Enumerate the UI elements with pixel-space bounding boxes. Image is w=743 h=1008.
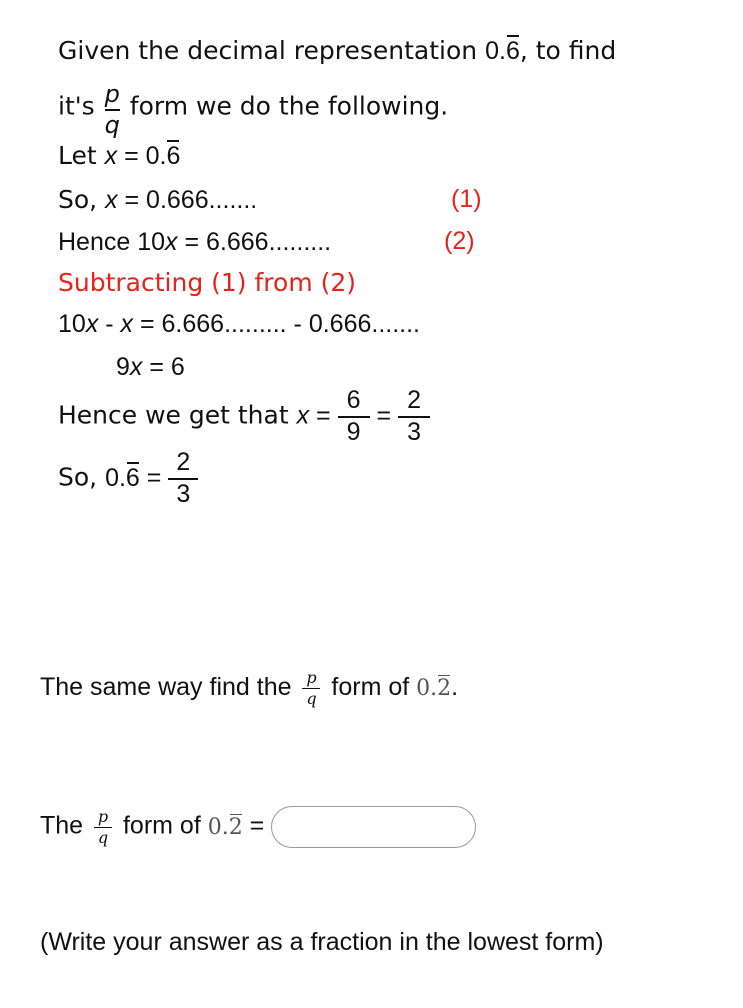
hence-value: = 6.666......... — [177, 228, 332, 256]
form-text: form we do the following. — [121, 91, 449, 121]
fraction-2-3 — [398, 388, 430, 445]
decimal-repeat: 2 — [437, 676, 452, 702]
its-text: it's — [58, 91, 103, 121]
p-over-q-fraction — [105, 82, 120, 137]
fraction-6-9 — [338, 388, 370, 445]
conclusion-line — [58, 450, 198, 507]
let-line — [58, 141, 180, 171]
nine-rhs: = 6 — [142, 353, 185, 381]
subtraction-line — [58, 310, 420, 339]
equals: = — [309, 401, 338, 430]
frac-q: q — [104, 111, 120, 139]
p-over-q-fraction — [94, 806, 112, 847]
equals: = — [369, 401, 399, 430]
intro-text: Given the decimal representation — [58, 36, 486, 65]
so-label: So, — [58, 185, 106, 214]
hence-line — [58, 227, 331, 257]
equation-tag-1: (1) — [451, 185, 482, 213]
so-line — [58, 185, 257, 215]
var-x: x — [105, 186, 118, 214]
hence-label: Hence 10 — [58, 228, 166, 256]
sub-coef: 10 — [58, 310, 86, 338]
decimal-repeat: 6 — [166, 142, 181, 170]
decimal-whole: 0. — [145, 142, 167, 170]
intro-text-end: , to find — [519, 36, 617, 65]
answer-input[interactable] — [271, 806, 476, 848]
question-form: form of — [324, 673, 417, 702]
var-x: x — [120, 310, 134, 338]
question-prefix: The same way find the — [40, 673, 299, 702]
frac-p: p — [97, 806, 109, 826]
frac-den: 3 — [407, 418, 422, 446]
sub-value: = 6.666......... - 0.666....... — [133, 310, 420, 338]
answer-form: form of — [116, 811, 208, 840]
instruction-text: (Write your answer as a fraction in the lowest form) — [40, 928, 604, 956]
question-text — [40, 670, 458, 707]
intro-line-1 — [58, 36, 616, 66]
minus: - — [98, 310, 121, 338]
frac-den: 9 — [346, 418, 361, 446]
nine-x-line — [116, 353, 185, 382]
decimal-whole: 0. — [207, 814, 229, 840]
nine: 9 — [116, 353, 130, 381]
let-label: Let — [58, 141, 105, 170]
frac-num: 6 — [346, 386, 361, 414]
so-label: So, — [58, 462, 106, 492]
decimal-whole: 0. — [485, 37, 506, 65]
p-over-q-fraction — [302, 670, 320, 707]
var-x: x — [85, 310, 99, 338]
frac-p: p — [104, 80, 120, 108]
var-x: x — [104, 142, 118, 170]
equals: = — [242, 811, 272, 840]
repeating-decimal — [416, 676, 451, 701]
frac-den: 3 — [176, 480, 191, 508]
repeating-decimal — [146, 142, 181, 170]
equation-tag-2: (2) — [444, 227, 475, 255]
intro-line-2 — [58, 80, 449, 139]
decimal-whole: 0. — [416, 676, 438, 702]
var-x: x — [129, 353, 143, 381]
answer-prefix: The — [40, 811, 91, 840]
repeating-decimal — [208, 815, 243, 840]
repeating-decimal — [485, 37, 520, 65]
answer-row — [40, 806, 476, 848]
equals: = — [139, 463, 169, 492]
decimal-repeat: 6 — [125, 463, 140, 492]
fraction-final — [168, 450, 198, 507]
repeating-decimal — [105, 464, 140, 492]
decimal-repeat: 6 — [505, 37, 520, 65]
frac-num: 2 — [176, 448, 191, 476]
var-x: x — [165, 228, 178, 256]
result-label: Hence we get that — [58, 400, 297, 430]
result-line — [58, 388, 430, 445]
var-x: x — [296, 401, 310, 430]
frac-q: q — [97, 827, 109, 847]
frac-q: q — [306, 689, 317, 708]
so-value: = 0.666....... — [117, 186, 258, 214]
frac-num: 2 — [407, 386, 422, 414]
frac-p: p — [306, 668, 317, 687]
subtracting-heading: Subtracting (1) from (2) — [58, 268, 357, 297]
decimal-whole: 0. — [105, 463, 126, 492]
equals: = — [117, 142, 146, 170]
decimal-repeat: 2 — [228, 814, 243, 840]
period: . — [451, 673, 459, 702]
